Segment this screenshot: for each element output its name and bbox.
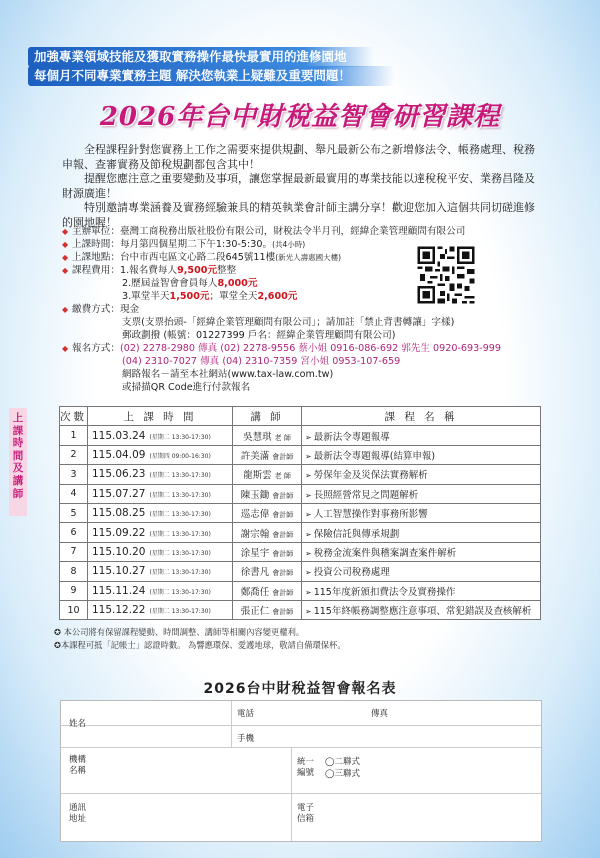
table-row: 5 115.08.25 (星期二 13:30-17:30) 巡志偉 會計師 ➢ 人工智慧操作對事務所影響: [60, 503, 541, 522]
form-divider: [61, 793, 541, 794]
form-label-phone: 電話: [237, 709, 255, 719]
option-3-copy[interactable]: ◯三聯式: [325, 769, 361, 779]
table-row: 1 115.03.24 (星期二 13:30-17:30) 吳慧琪 老 師 ➢ 最新法令專題報導: [60, 426, 541, 445]
header-no: 次數: [60, 407, 88, 426]
address-field[interactable]: [101, 797, 287, 837]
intro-paragraph-2: 提醒您應注意之重要變動及事項，讓您掌握最新最實用的專業技能以達稅稅平安、業務昌隆及財源廣進！: [62, 172, 535, 200]
table-row: 10 115.12.22 (星期二 13:30-17:30) 張正仁 會計師 ➢ 115年終帳務調整應注意事項、常犯錯誤及查核解析: [60, 600, 541, 619]
arrow-right-icon: ➢: [305, 607, 312, 617]
arrow-right-icon: ➢: [305, 529, 312, 539]
arrow-right-icon: ➢: [305, 490, 312, 500]
banner-line-2: 每個月不同專業實務主題 解決您執業上疑難及重要問題！: [28, 66, 394, 86]
form-divider: [61, 747, 541, 748]
info-registration: ◆ 報名方式： (02) 2278-2980 傳真 (02) 2278-9556 蔡小姐 0916-086-692 郭先生 0920-693-999: [62, 343, 502, 354]
info-place: ◆ 上課地點： 台中市西屯區文心路二段645號11樓 (新光人壽惠國大樓): [62, 252, 342, 263]
header-course: 課 程 名 稱: [302, 407, 541, 426]
option-2-copy[interactable]: ◯二聯式: [325, 757, 361, 767]
form-label-org: 機構名稱: [69, 755, 87, 776]
page-title: 2026年台中財稅益智會研習課程: [99, 102, 501, 132]
arrow-right-icon: ➢: [305, 568, 312, 578]
table-row: 7 115.10.20 (星期二 13:30-17:30) 涂星宇 會計師 ➢ 稅務金流案件與稽案調查案件解析: [60, 542, 541, 561]
mobile-field[interactable]: [261, 729, 536, 745]
info-payment-3: 郵政劃撥 (帳號：01227399 戶名：經緯企業管理顧問有限公司): [122, 330, 396, 341]
info-payment: ◆ 繳費方式： 現金: [62, 304, 140, 315]
qr-code-icon[interactable]: [415, 244, 477, 306]
note-2: ✪本課程可抵「記帳士」認證時數。 為響應環保、愛護地球，敬請自備環保杯。: [54, 640, 346, 650]
diamond-icon: ◆: [62, 305, 69, 314]
table-row: 3 115.06.23 (星期二 13:30-17:30) 龍斯雲 老 師 ➢ 勞保年金及災保法實務解析: [60, 465, 541, 484]
arrow-right-icon: ➢: [305, 548, 312, 558]
intro-paragraph-3: 特別邀請專業涵養及實務經驗兼具的精英執業會計師主講分享！歡迎您加入這個共同切磋進修的園地喔！: [62, 201, 535, 229]
diamond-icon: ◆: [62, 344, 69, 353]
info-time: ◆ 上課時間： 每月第四個星期二下午1:30-5:30。 (共4小時): [62, 239, 306, 250]
fax-field[interactable]: [396, 705, 536, 721]
form-label-name: 姓名: [69, 719, 87, 729]
info-fee-2: 2.歷屆益智會會員每人8,000元: [122, 278, 258, 289]
info-payment-2: 支票(支票抬頭-「經緯企業管理顧問有限公司」；請加註「禁止背書轉讓」字樣): [122, 317, 455, 328]
info-fee: ◆ 課程費用： 1.報名費每人 9,500元 整整: [62, 265, 237, 276]
info-registration-3[interactable]: 網路報名－請至本社網站(www.tax-law.com.tw): [122, 369, 334, 380]
name-field[interactable]: [101, 707, 227, 741]
intro-paragraph-1: 全程課程針對您實務上工作之需要來提供規劃、舉凡最新公布之新增修法令、帳務處理、稅務申報、查審實務及節稅規劃都包含其中！: [62, 143, 535, 171]
table-row: 6 115.09.22 (星期二 13:30-17:30) 謝宗翰 會計師 ➢ 保險信託與傳承規劃: [60, 523, 541, 542]
arrow-right-icon: ➢: [305, 510, 312, 520]
info-organizer: ◆ 主辦單位： 臺灣工商稅務出版社股份有限公司，財稅法令半月刊，經緯企業管理顧問有限公司: [62, 226, 466, 237]
form-label-address: 通訊地址: [69, 803, 87, 824]
arrow-right-icon: ➢: [305, 587, 312, 597]
info-registration-4: 或掃描QR Code進行付款報名: [122, 382, 251, 393]
form-label-fax: 傳真: [371, 709, 389, 719]
radio-icon[interactable]: ◯: [325, 757, 335, 767]
form-title: 2026台中財稅益智會報名表: [203, 681, 397, 697]
table-row: 9 115.11.24 (星期二 13:30-17:30) 鄭喬任 會計師 ➢ 115年度新頒扣費法令及實務操作: [60, 581, 541, 600]
diamond-icon: ◆: [62, 240, 69, 249]
diamond-icon: ◆: [62, 253, 69, 262]
email-field[interactable]: [325, 797, 536, 837]
phone-field[interactable]: [261, 705, 361, 721]
intro-text: [62, 143, 542, 231]
arrow-right-icon: ➢: [305, 451, 312, 461]
form-divider: [291, 747, 292, 841]
banner-line-1: 加強專業領域技能及獲取實務操作最快最實用的進修園地: [28, 47, 374, 67]
diamond-icon: ◆: [62, 266, 69, 275]
info-fee-3: 3.單堂半天1,500元；單堂全天2,600元: [122, 291, 298, 302]
form-label-email: 電子信箱: [297, 803, 315, 824]
tax-id-field[interactable]: [381, 751, 536, 789]
notes: [54, 626, 346, 652]
schedule-table: [59, 406, 541, 620]
form-label-taxid: 統一編號: [297, 757, 315, 778]
form-label-mobile: 手機: [237, 734, 255, 744]
info-registration-2: (04) 2310-7027 傳真 (04) 2310-7359 宮小姐 0953-107-659: [122, 356, 401, 367]
table-header-row: [60, 407, 541, 426]
diamond-icon: ◆: [62, 227, 69, 236]
schedule-side-label: 上課時間及講師: [9, 408, 27, 516]
org-field[interactable]: [101, 751, 287, 789]
bullet-icon: ✪: [54, 640, 61, 650]
note-1: ✪ 本公司將有保留課程變動、時間調整、講師等相關內容變更權利。: [54, 627, 305, 637]
registration-form: [60, 700, 542, 842]
table-row: 2 115.04.09 (星期四 09:00-16:30) 許美滿 會計師 ➢ 最新法令專題報導(結算申報): [60, 445, 541, 464]
bullet-icon: ✪: [54, 627, 64, 637]
header-teacher: 講 師: [233, 407, 302, 426]
table-row: 4 115.07.27 (星期二 13:30-17:30) 陳玉鋤 會計師 ➢ 長照經營常見之問題解析: [60, 484, 541, 503]
header-time: 上 課 時 間: [88, 407, 233, 426]
form-divider: [231, 701, 232, 747]
arrow-right-icon: ➢: [305, 432, 312, 442]
radio-icon[interactable]: ◯: [325, 769, 335, 779]
table-row: 8 115.10.27 (星期二 13:30-17:30) 徐書凡 會計師 ➢ 投資公司稅務處理: [60, 562, 541, 581]
arrow-right-icon: ➢: [305, 471, 312, 481]
